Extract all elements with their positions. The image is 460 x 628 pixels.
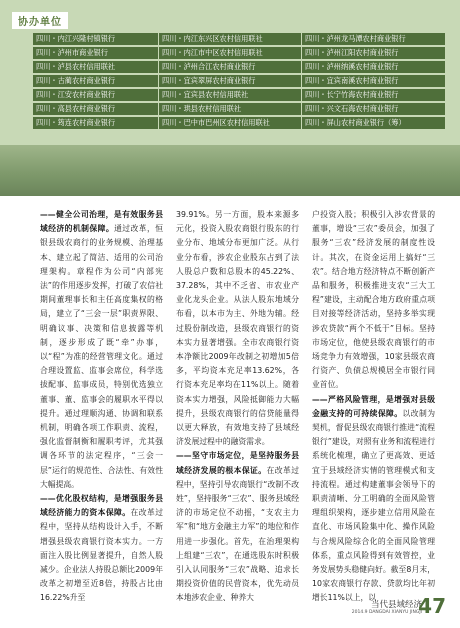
magazine-title: 当代县域经济 bbox=[370, 600, 422, 610]
sponsor-item: 四川・泸州市商业银行 bbox=[33, 47, 158, 59]
sponsor-item: 四川・宜宾县农村信用联社 bbox=[159, 89, 301, 101]
sponsor-item: 四川・兴文石海农村商业银行 bbox=[302, 103, 445, 115]
coorganizer-label: 协办单位 bbox=[12, 12, 68, 29]
sponsor-column-2 bbox=[159, 33, 301, 131]
sponsor-item: 四川・泸州合江农村商业银行 bbox=[159, 61, 301, 73]
section-heading: ——严格风险管理，是增强对县级金融支持的可持续保障。 bbox=[312, 394, 435, 418]
header-photo bbox=[0, 145, 460, 196]
article-body bbox=[40, 208, 435, 604]
sponsor-item: 四川・内江兴隆村镇银行 bbox=[33, 33, 158, 45]
sponsor-list bbox=[33, 33, 445, 145]
paragraph: 户投资入股；积极引入涉农背景的董事，增设“三农”委员会，加强了服务“三农”经济发展的制度性设计。其次，在资金运用上搞好“三农”。结合地方经济特点不断创新产品和服务，积极推进支农“三大工程”建设，主动配合地方政府重点项目对接等经济活动，坚持多举实现涉农贷款“两个不低于”目标。坚持市场定位，他使县级农商银行的市场竞争力有效增强，10家县级农商行资产、负债总规模居全市银行同业首位。 bbox=[312, 210, 435, 390]
paragraph: 在改革过程中，坚持引导农商银行“改制不改姓”，坚持服务“三农”、服务县域经济的市场定位不动摇，“支农主力军”和“地方金融主力军”的地位和作用进一步强化。首先，在治理架构上组建“三农”，在通选股东时积极引入认同服务“三农”战略、追求长期投资价值的民营资本，优先动员本地涉农企业、种养大 bbox=[176, 465, 299, 603]
sponsor-column-1 bbox=[33, 33, 158, 131]
sponsor-item: 四川・泸州江阳农村商业银行 bbox=[302, 47, 445, 59]
sponsor-item: 四川・屏山农村商业银行（筹） bbox=[302, 117, 445, 129]
sponsor-item: 四川・筠连农村商业银行 bbox=[33, 117, 158, 129]
sponsor-column-3 bbox=[302, 33, 445, 131]
sponsor-item: 四川・宜宾南溪农村商业银行 bbox=[302, 75, 445, 87]
section-heading: ——优化股权结构，是增强服务县域经济能力的资本保障。 bbox=[40, 494, 163, 518]
sponsor-header bbox=[0, 0, 460, 196]
text-column-3 bbox=[312, 208, 435, 604]
section-heading: ——坚守市场定位，是坚持服务县域经济发展的根本保证。 bbox=[176, 451, 299, 475]
sponsor-item: 四川・泸州龙马潭农村商业银行 bbox=[302, 33, 445, 45]
sponsor-item: 四川・泸州纳溪农村商业银行 bbox=[302, 61, 445, 73]
sponsor-item: 四川・高县农村商业银行 bbox=[33, 103, 158, 115]
sponsor-item: 四川・江安农村商业银行 bbox=[33, 89, 158, 101]
sponsor-item: 四川・宜宾翠屏农村商业银行 bbox=[159, 75, 301, 87]
sponsor-item: 四川・泸县农村信用联社 bbox=[33, 61, 158, 73]
sponsor-item: 四川・长宁竹海农村商业银行 bbox=[302, 89, 445, 101]
text-column-1 bbox=[40, 208, 163, 604]
section-heading: ——健全公司治理，是有效服务县域经济的机制保障。 bbox=[40, 210, 163, 234]
sponsor-item: 四川・巴中市巴州区农村信用联社 bbox=[159, 117, 301, 129]
sponsor-item: 四川・内江市中区农村信用联社 bbox=[159, 47, 301, 59]
paragraph: 通过改革，恒银县级农商行的业务规模、治理基本、建立起了简洁、适用的公司治理架构。章程作为公司“内部宪法”的作用逐步发挥，打破了农信社期间董理事长和主任高度集权的格局，建立了“三会一层”职责界限、明确议事、决策和信息披露等机制，逐步形成了既“牵”办事，以“程”为准的经营管理文化。通过合理设置监、监事会席位，科学选拔配事、监事成员，特别优选独立董事、董、监事会的履职水平得以提升。通过理顺沟通、协调和联系机制，明确各项工作职责、流程，强化监督制衡和履职考评，尤其强调各环节的法定程序，“三会一层”运行的规范性、合法性、有效性大幅提高。 bbox=[40, 224, 163, 489]
page-number: 47 bbox=[418, 594, 446, 618]
paragraph: 以改制为契机，督促县级农商银行推进“流程银行”建设，对照有业务和流程进行系统化梳理，确立了更高效、更适宜于县域经济实情的管理模式和支持流程。通过构建董事会领导下的职责清晰、分工明确的全面风险管理组织架构，逐步建立信用风险在直化、市场风险集中化、操作风险与合规风险综合化的全面风险管理体系，重点风险得到有效管控，业务发展势头稳健向好。截至8月末，10家农商银行存款、贷款均比年初增长11%以上，以 bbox=[312, 408, 435, 603]
sponsor-item: 四川・珙县农村信用联社 bbox=[159, 103, 301, 115]
sponsor-item: 四川・内江东兴区农村信用联社 bbox=[159, 33, 301, 45]
paragraph: 在改革过程中，坚持从结构设计入手，不断增强县级农商银行资本实力。一方面注入股比例显著提升，自然人股减少。企业法人持股总额比2009年改革之初增至近8倍，持股占比由16.22%升至 bbox=[40, 508, 163, 603]
text-column-2 bbox=[176, 208, 299, 604]
magazine-issue: 2014.9 DANGDAI XIANYU JINGJI bbox=[351, 610, 422, 615]
sponsor-item: 四川・古蔺农村商业银行 bbox=[33, 75, 158, 87]
paragraph: 39.91%。另一方面，股本来源多元化，投资入股农商银行股东的行业分布、地域分布更加广泛。从行业分布看，涉农企业股东占到了法人股总户数和总股本的45.22%、37.28%，其中不乏省、市农业产业化龙头企业。从法人股东地域分布看，以本市为主、外地为辅。经过股份制改造，县级农商银行的资本实力显著增强。全市农商银行资本净额比2009年改制之初增加5倍多，平均资本充足率13.62%，各行资本充足率均在11%以上。随着资本实力增强，风险抵御能力大幅提升，县级农商银行的信贷能量得以更大释放，有效地支持了县域经济发展过程中的融资需求。 bbox=[176, 210, 299, 447]
